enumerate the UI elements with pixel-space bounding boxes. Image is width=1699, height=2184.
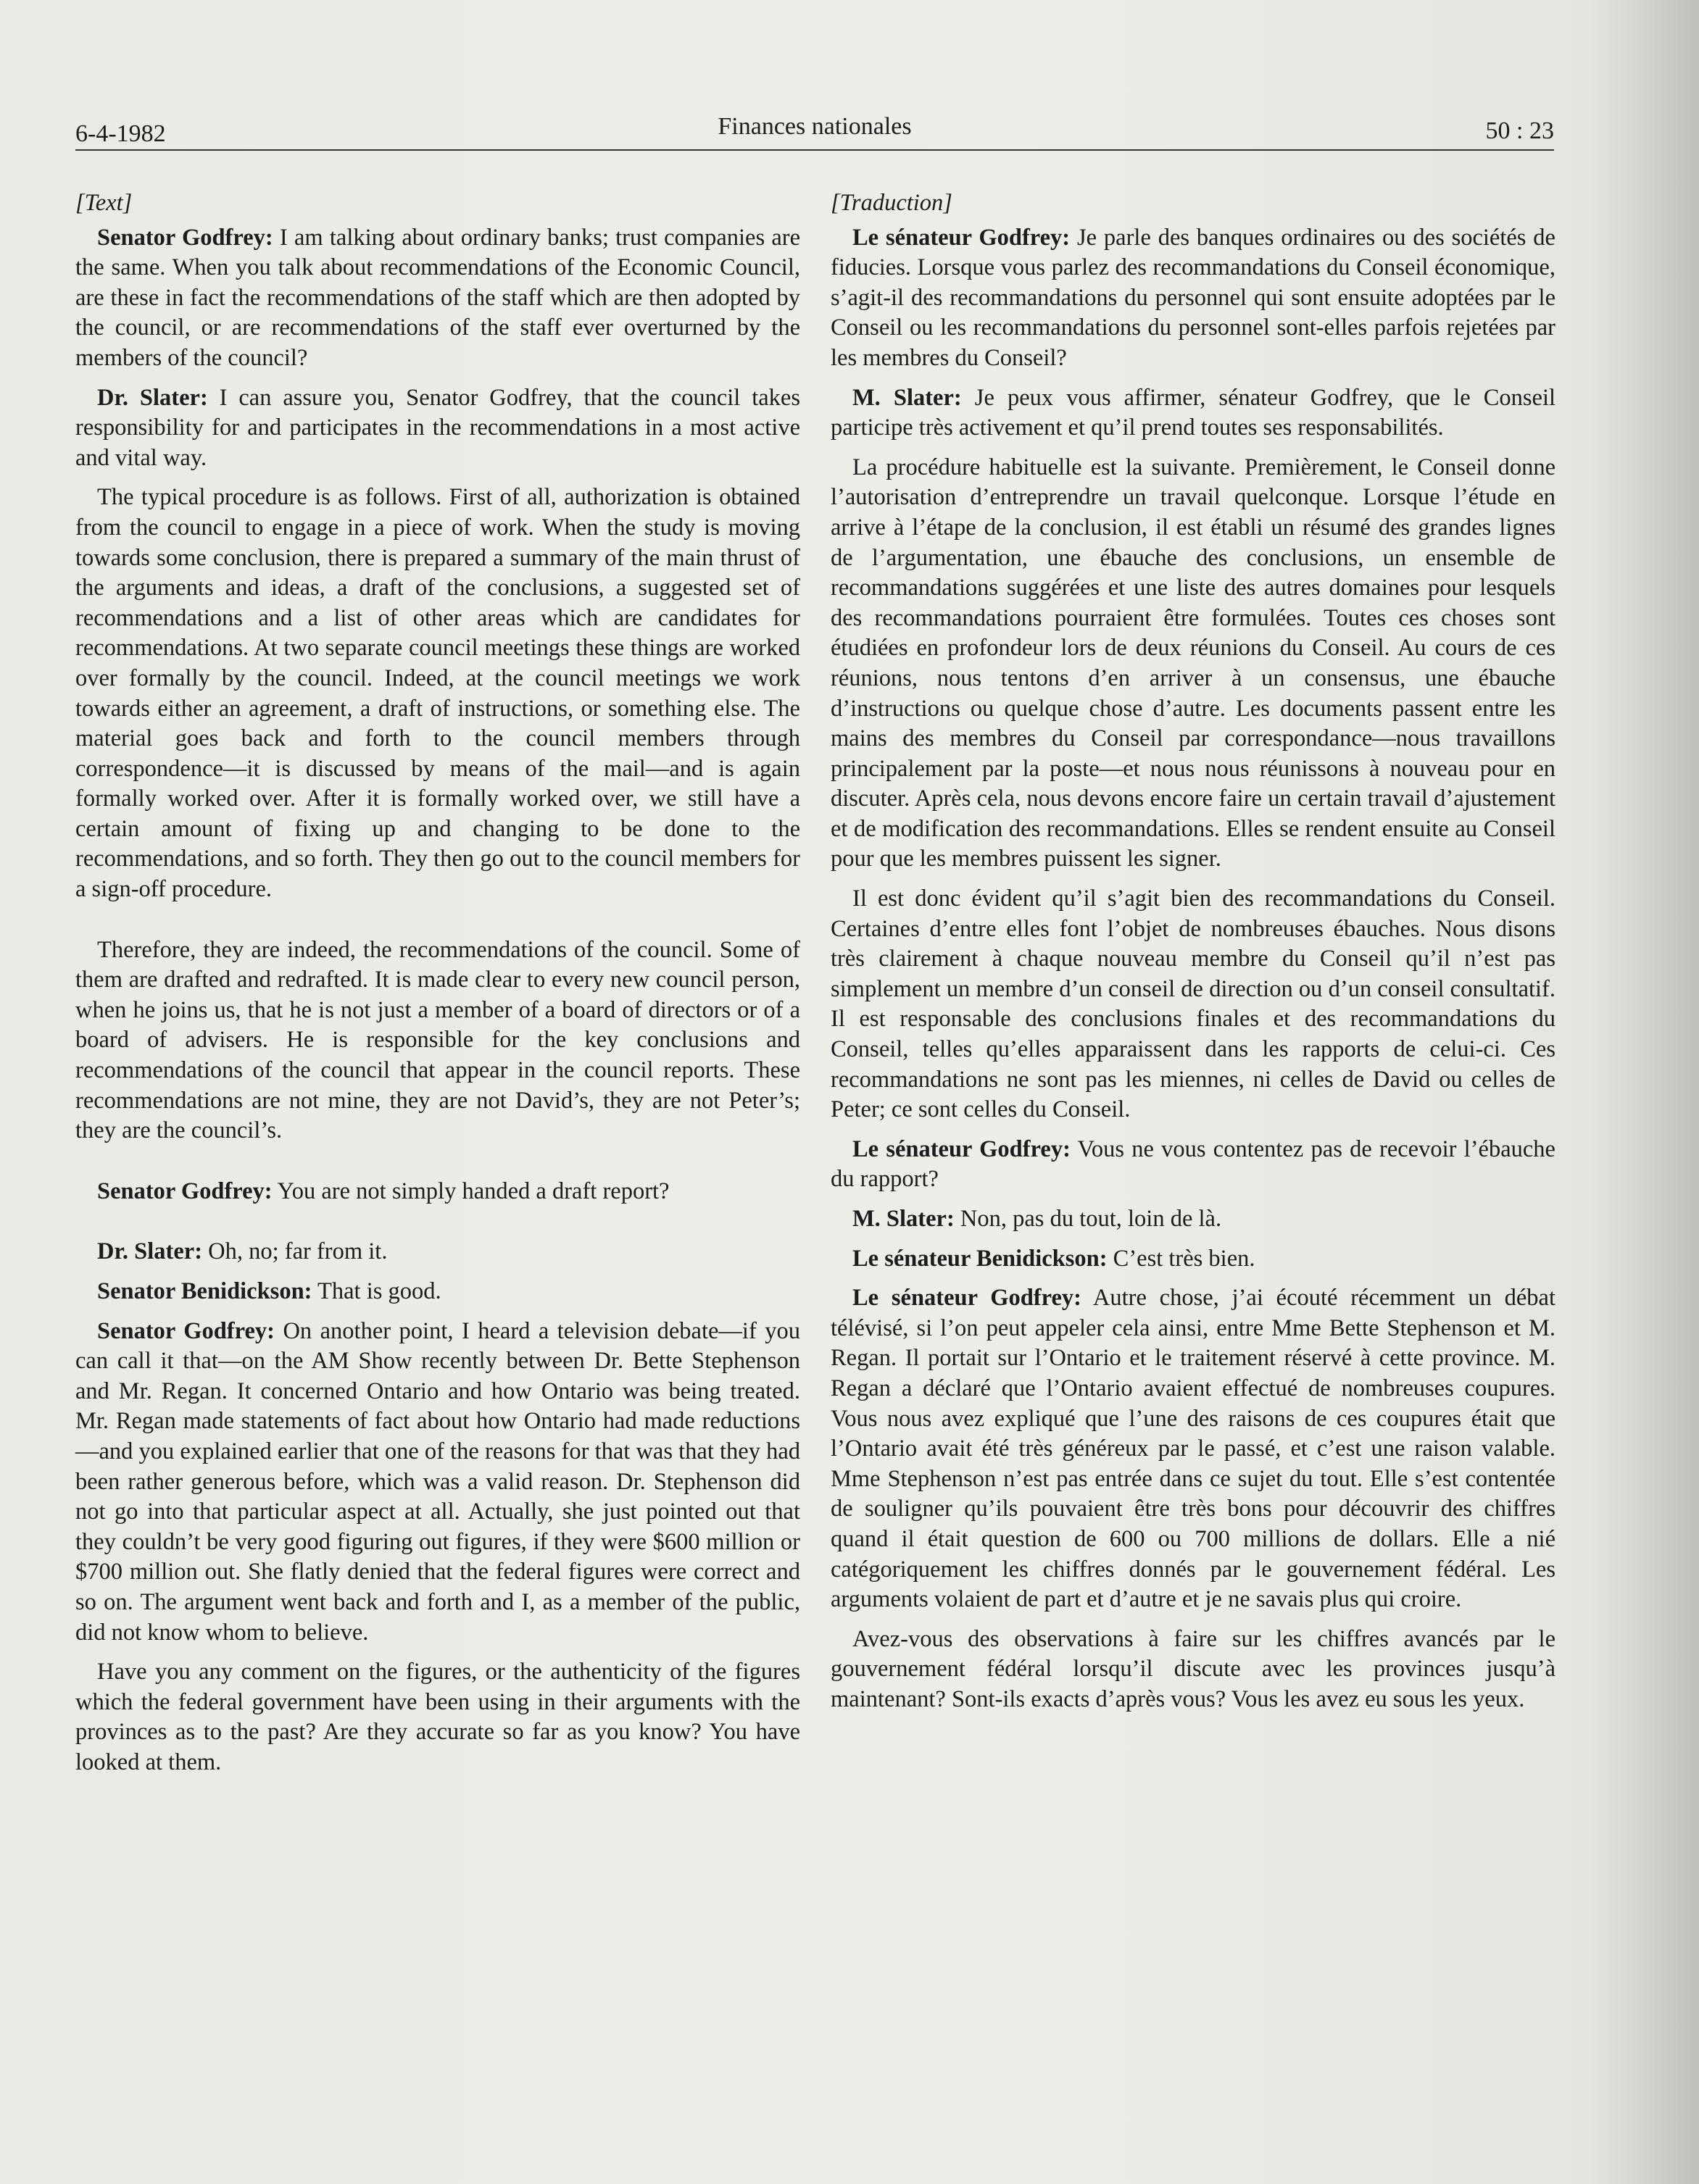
speaker-name: Senator Benidickson: bbox=[97, 1278, 312, 1304]
paragraph-text: Je peux vous affirmer, sénateur Godfrey, que le Conseil participe très activement et qu’il prend toutes ses responsabilités. bbox=[831, 384, 1555, 441]
paragraph bbox=[831, 1244, 1555, 1275]
paragraph bbox=[75, 1277, 800, 1307]
header-date: 6-4-1982 bbox=[75, 120, 166, 147]
page-edge-shadow bbox=[1587, 0, 1699, 2184]
paragraph bbox=[75, 223, 800, 374]
paragraph bbox=[831, 453, 1555, 875]
paragraph-text: On another point, I heard a television debate—if you can call it that—on the AM Show recently between Dr. Bette Stephenson and Mr. Regan. It concerned Ontario and how Ontario was being treated. Mr. Regan made statements of fact about how Ontario had made reductions—and you explained earlier that one of the reasons for that was that they had been rather generous before, which was a valid reason. Dr. Stephenson did not go into that particular aspect at all. Actually, she just pointed out that they couldn’t be very good figuring out figures, if they were $600 million or $700 million out. She flatly denied that the federal figures were correct and so on. The argument went back and forth and I, as a member of the public, did not know whom to believe. bbox=[75, 1317, 800, 1646]
paragraph-text: C’est très bien. bbox=[1107, 1245, 1255, 1272]
speaker-name: M. Slater: bbox=[852, 384, 962, 411]
paragraph bbox=[831, 1204, 1555, 1235]
paragraph bbox=[831, 884, 1555, 1125]
speaker-name: Senator Godfrey: bbox=[97, 1317, 275, 1344]
paragraph bbox=[75, 1237, 800, 1267]
paragraph-text: The typical procedure is as follows. First of all, authorization is obtained from the council to engage in a piece of work. When the study is moving towards some conclusion, there is prepared a summary of the main thrust of the arguments and ideas, a draft of the conclusions, a suggested set of recommendations and a list of other areas which are candidates for recommendations. At two separate council meetings these things are worked over formally by the council. Indeed, at the council meetings we work towards either an agreement, a draft of instructions, or something else. The material goes back and forth to the council members through correspondence—it is discussed by means of the mail—and is again formally worked over. After it is formally worked over, we still have a certain amount of fixing up and changing to be done to the recommendations, and so forth. They then go out to the council members for a sign-off procedure. bbox=[75, 484, 800, 903]
paragraph-text: Oh, no; far from it. bbox=[202, 1238, 388, 1265]
header-title: Finances nationales bbox=[718, 113, 912, 140]
french-column bbox=[831, 188, 1555, 1725]
speaker-name: Dr. Slater: bbox=[97, 1238, 203, 1265]
paragraph bbox=[831, 1625, 1555, 1715]
paragraph-text: That is good. bbox=[312, 1278, 441, 1304]
language-marker: [Text] bbox=[75, 190, 133, 216]
header-rule bbox=[75, 149, 1554, 151]
paragraph-text: You are not simply handed a draft report? bbox=[272, 1178, 670, 1204]
paragraph bbox=[831, 383, 1555, 443]
paragraph-text: Non, pas du tout, loin de là. bbox=[954, 1206, 1222, 1232]
paragraph bbox=[75, 483, 800, 904]
speaker-name: Dr. Slater: bbox=[97, 384, 208, 411]
paragraph bbox=[831, 1283, 1555, 1615]
speaker-name: Le sénateur Godfrey: bbox=[852, 1285, 1081, 1312]
paragraph-text: Je parle des banques ordinaires ou des sociétés de fiducies. Lorsque vous parlez des recommandations du Conseil économique, s’agit-il des recommandations du personnel qui sont ensuite adoptées par le Conseil ou les recommandations du personnel sont-elles parfois rejetées par les membres du Conseil? bbox=[831, 224, 1555, 371]
paragraph bbox=[831, 223, 1555, 374]
speaker-name: Le sénateur Godfrey: bbox=[852, 1135, 1071, 1162]
paragraph-text: Have you any comment on the figures, or the authenticity of the figures which the federal government have been using in their arguments with the provinces as to the past? Are they accurate so far as you know? You have looked at them. bbox=[75, 1659, 800, 1775]
speaker-name: M. Slater: bbox=[852, 1206, 955, 1232]
paragraph-text: Avez-vous des observations à faire sur les chiffres avancés par le gouvernement fédéral lorsqu’il discute avec les provinces jusqu’à maintenant? Sont-ils exacts d’après vous? Vous les avez eu sous les yeux. bbox=[831, 1625, 1555, 1712]
speaker-name: Senator Godfrey: bbox=[97, 1178, 273, 1204]
paragraph bbox=[75, 383, 800, 474]
paragraph bbox=[831, 1135, 1555, 1195]
paragraph-text: Il est donc évident qu’il s’agit bien des recommandations du Conseil. Certaines d’entre elles font l’objet de nombreuses ébauches. Nous disons très clairement à chaque nouveau membre du Conseil qu’il n’est pas simplement un membre d’un conseil de direction ou d’un conseil consultatif. Il est responsable des conclusions finales et des recommandations du Conseil, telles qu’elles apparaissent dans les rapports de celui-ci. Ces recommandations ne sont pas les miennes, ni celles de David ou celles de Peter; ce sont celles du Conseil. bbox=[831, 885, 1555, 1123]
paragraph-text: Vous ne vous contentez pas de recevoir l’ébauche du rapport? bbox=[831, 1135, 1555, 1193]
language-marker: [Traduction] bbox=[831, 190, 952, 216]
paragraph bbox=[75, 1177, 800, 1207]
paragraph-text: Therefore, they are indeed, the recommendations of the council. Some of them are drafted and redrafted. It is made clear to every new council person, when he joins us, that he is not just a member of a board of directors or of a board of advisers. He is responsible for the key conclusions and recommendations of the council that appear in the council reports. These recommendations are not mine, they are not David’s, they are not Peter’s; they are the council’s. bbox=[75, 936, 800, 1144]
speaker-name: Le sénateur Benidickson: bbox=[852, 1245, 1108, 1272]
speaker-name: Senator Godfrey: bbox=[97, 224, 273, 251]
speaker-name: Le sénateur Godfrey: bbox=[852, 224, 1071, 251]
paragraph bbox=[75, 1657, 800, 1777]
paragraph-text: La procédure habituelle est la suivante. Premièrement, le Conseil donne l’autorisation d’entreprendre un travail quelconque. Lorsque l’étude en arrive à l’étape de la conclusion, il est établi un résumé des grandes lignes de l’argumentation, une ébauche des conclusions, un ensemble de recommandations suggérées et une liste des autres domaines pour lesquels des recommandations pourraient être formulées. Toutes ces choses sont étudiées en profondeur lors de deux réunions du Conseil. Au cours de ces réunions, nous tentons d’en arriver à un consensus, une ébauche d’instructions ou quelque chose d’autre. Les documents passent entre les mains des membres du Conseil par correspondance—nous travaillons principalement par la poste—et nous nous réunissons à nouveau pour en discuter. Après cela, nous devons encore faire un certain travail d’ajustement et de modification des recommandations. Elles se rendent ensuite au Conseil pour que les membres puissent les signer. bbox=[831, 454, 1555, 872]
paragraph bbox=[75, 935, 800, 1146]
paragraph bbox=[75, 1317, 800, 1649]
paragraph-text: I can assure you, Senator Godfrey, that the council takes responsibility for and participates in the recommendations in a most active and vital way. bbox=[75, 384, 800, 471]
paragraph-text: Autre chose, j’ai écouté récemment un débat télévisé, si l’on peut appeler cela ainsi, entre Mme Bette Stephenson et M. Regan. Il portait sur l’Ontario et le traitement réservé à cette province. M. Regan a déclaré que l’Ontario avaient effectué de nombreuses coupures. Vous nous avez expliqué que l’une des raisons de ces coupures était que l’Ontario avait été très généreux par le passé, et c’est une raison valable. Mme Stephenson n’est pas entrée dans ce sujet du tout. Elle s’est contentée de souligner qu’ils pouvaient être très bons pour découvrir des chiffres quand il était question de 600 ou 700 millions de dollars. Elle a nié catégoriquement les chiffres donnés par le gouvernement fédéral. Les arguments volaient de part et d’autre et je ne savais plus qui croire. bbox=[831, 1285, 1555, 1613]
english-column bbox=[75, 188, 800, 1788]
header-page-number: 50 : 23 bbox=[1485, 117, 1554, 144]
running-header bbox=[75, 113, 1554, 149]
paragraph-text: I am talking about ordinary banks; trust companies are the same. When you talk about recommendations of the Economic Council, are these in fact the recommendations of the staff which are then adopted by the council, or are recommendations of the staff ever overturned by the members of the council? bbox=[75, 224, 800, 371]
